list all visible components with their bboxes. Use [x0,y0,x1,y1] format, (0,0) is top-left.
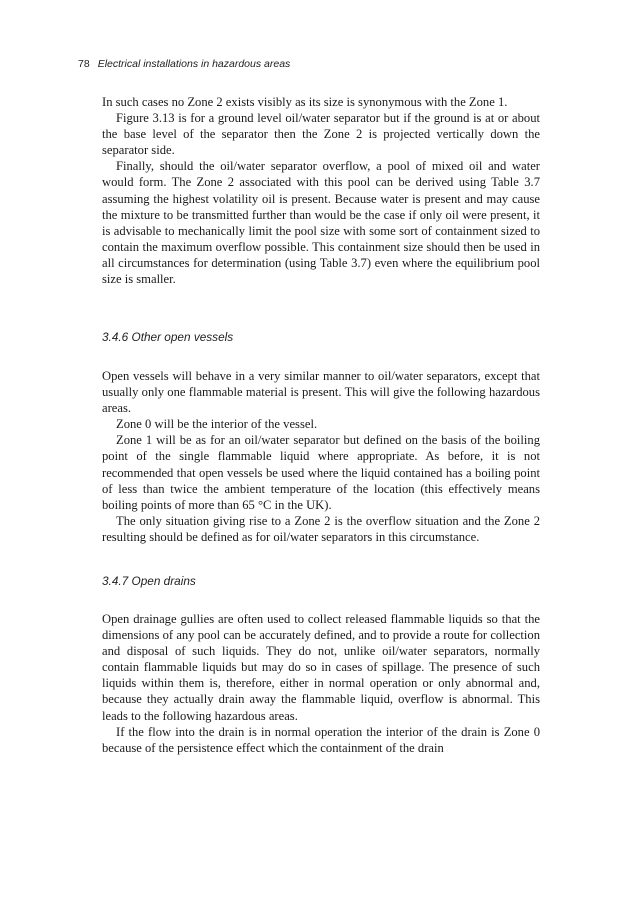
paragraph: In such cases no Zone 2 exists visibly as its size is synonymous with the Zone 1. [102,95,508,109]
paragraph: The only situation giving rise to a Zone 2 is the overflow situation and the Zone 2 resulting should be defined as for oil/water separators in this circumstance. [102,513,540,544]
section-heading: 3.4.6 Other open vessels [102,330,234,344]
text-block-open-drains [102,611,540,756]
section-heading: 3.4.7 Open drains [102,574,196,588]
paragraph: Figure 3.13 is for a ground level oil/water separator but if the ground is at or about the base level of the separator then the Zone 2 is projected vertically down the separator side. [102,111,540,158]
text-block-intro [102,94,540,287]
paragraph: Zone 1 will be as for an oil/water separator but defined on the basis of the boiling point of the single flammable liquid where appropriate. As before, it is not recommended that open vessels be used where the liquid contained has a boiling point of less than twice the ambient temperature of the location (this effectively means boiling points of more than 65 °C in the UK). [102,433,540,512]
text-block-open-vessels [102,368,540,545]
running-head [78,58,558,70]
page-number: 78 [78,58,90,70]
paragraph: Finally, should the oil/water separator overflow, a pool of mixed oil and water would form. The Zone 2 associated with this pool can be derived using Table 3.7 assuming the highest volatility oil is present. Because water is present and may cause the mixture to be transmitted further than would be the case if only oil were present, it is advisable to mechanically limit the pool size with some sort of containment sized to contain the maximum overflow possible. This containment size should then be used in all circumstances for determination (using Table 3.7) even where the equilibrium pool size is smaller. [102,159,540,287]
paragraph: If the flow into the drain is in normal operation the interior of the drain is Zone 0 because of the persistence effect which the containment of the drain [102,724,540,755]
paragraph: Open vessels will behave in a very similar manner to oil/water separators, except that usually only one flammable material is present. This will give the following hazardous areas. [102,369,540,416]
paragraph: Open drainage gullies are often used to collect released flammable liquids so that the dimensions of any pool can be accurately defined, and to provide a route for collection and disposal of such liquids. They do not, unlike oil/water separators, normally contain flammable liquids but may do so in cases of spillage. The presence of such liquids within them is, therefore, either in normal operation or only abnormal and, because they actually drain away the flammable liquid, overflow is abnormal. This leads to the following hazardous areas. [102,612,540,723]
paragraph: Zone 0 will be the interior of the vessel. [116,417,318,432]
running-title: Electrical installations in hazardous areas [97,58,291,70]
